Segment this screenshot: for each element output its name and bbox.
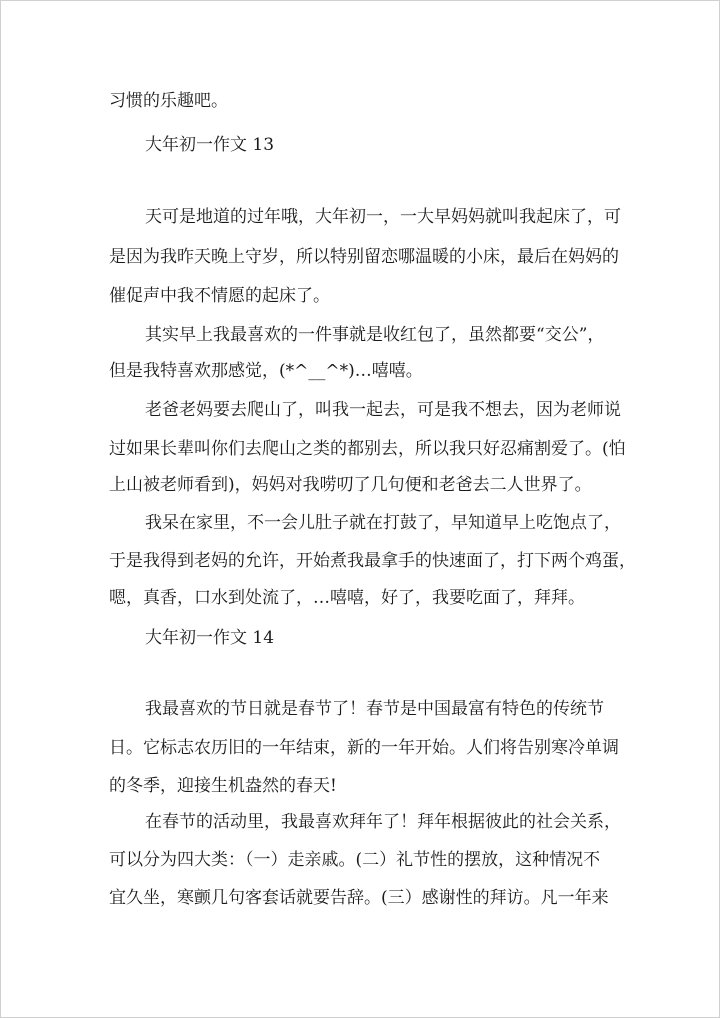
paragraph-line: 在春节的活动里，我最喜欢拜年了！拜年根据彼此的社会关系， [145,812,621,832]
paragraph-line: 可以分为四大类：（一）走亲戚。(二）礼节性的摆放，这种情况不 [109,850,601,870]
paragraph-line: 宜久坐，寒颤几句客套话就要告辞。(三）感谢性的拜访。凡一年来 [109,888,609,908]
paragraph-line: 催促声中我不情愿的起床了。 [109,286,330,306]
paragraph-line: 其实早上我最喜欢的一件事就是收红包了，虽然都要“交公”， [145,325,605,345]
paragraph-line: 但是我特喜欢那感觉，(*^__^*)…嘻嘻。 [109,361,423,381]
paragraph-line: 日。它标志农历旧的一年结束，新的一年开始。人们将告别寒冷单调 [109,738,619,758]
paragraph-line: 是因为我昨天晚上守岁，所以特别留恋哪温暖的小床，最后在妈妈的 [109,247,619,267]
paragraph-line: 天可是地道的过年哦，大年初一，一大早妈妈就叫我起床了，可 [145,207,621,227]
section-heading-13: 大年初一作文 13 [145,135,275,155]
paragraph-line: 习惯的乐趣吧。 [109,91,228,111]
section-heading-14: 大年初一作文 14 [145,628,275,648]
paragraph-line: 我呆在家里，不一会儿肚子就在打鼓了，早知道早上吃饱点了， [145,513,621,533]
paragraph-line: 我最喜欢的节日就是春节了！春节是中国最富有特色的传统节 [145,699,604,719]
paragraph-line: 老爸老妈要去爬山了，叫我一起去，可是我不想去，因为老师说 [145,400,621,420]
paragraph-line: 嗯，真香，口水到处流了，…嘻嘻，好了，我要吃面了，拜拜。 [109,588,585,608]
paragraph-line: 上山被老师看到)，妈妈对我唠叨了几句便和老爸去二人世界了。 [109,475,592,495]
paragraph-line: 于是我得到老妈的允许，开始煮我最拿手的快速面了，打下两个鸡蛋， [109,551,636,571]
paragraph-line: 过如果长辈叫你们去爬山之类的都别去，所以我只好忍痛割爱了。(怕 [109,439,626,459]
paragraph-line: 的冬季，迎接生机盎然的春天! [109,776,337,796]
